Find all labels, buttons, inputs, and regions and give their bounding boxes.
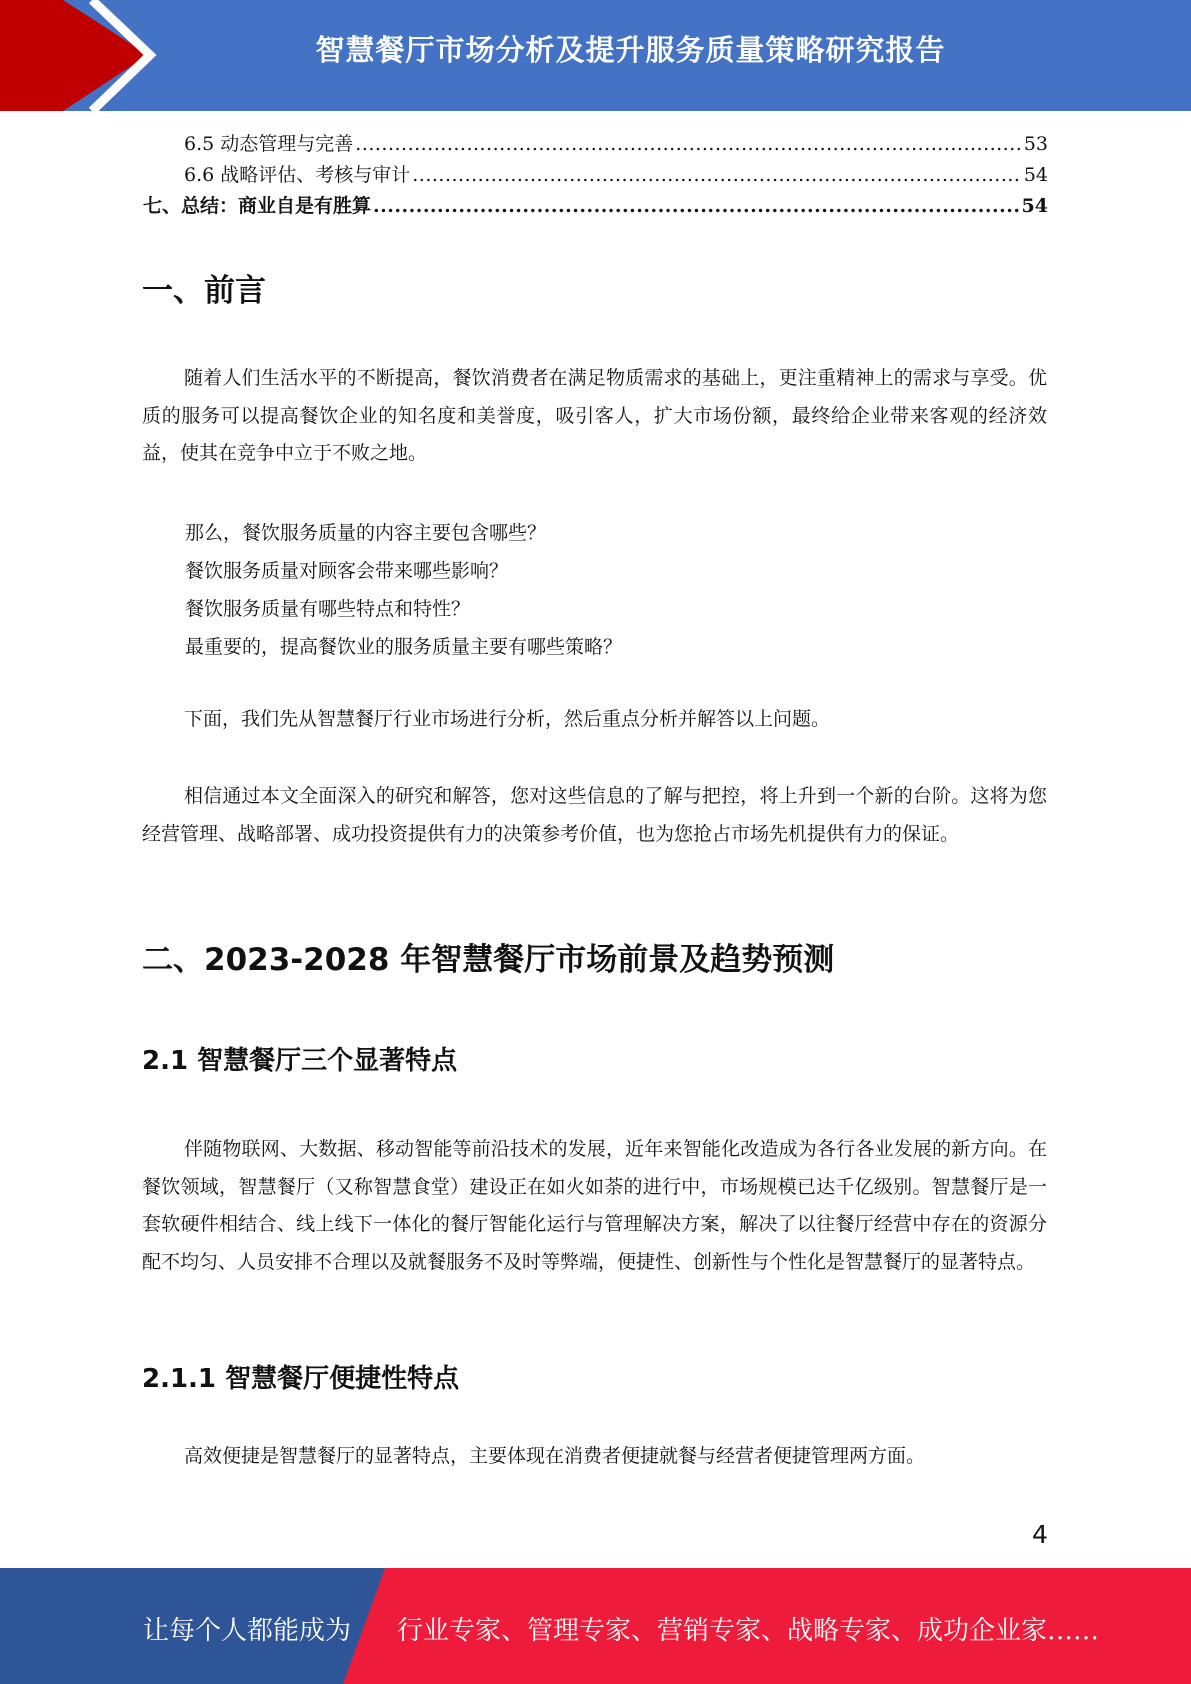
table-of-contents — [143, 129, 1048, 222]
page-number: 4 — [1032, 1520, 1048, 1549]
toc-item-page: 53 — [1023, 133, 1048, 155]
page-header — [0, 0, 1191, 111]
toc-item[interactable] — [143, 191, 1048, 222]
toc-item-label: 6.6 战略评估、考核与审计 — [184, 164, 411, 186]
section-heading-market-outlook: 二、2023-2028 年智慧餐厅市场前景及趋势预测 — [142, 942, 835, 978]
toc-item-page: 54 — [1023, 164, 1048, 186]
toc-dot-leader — [355, 133, 1022, 155]
toc-item-label: 6.5 动态管理与完善 — [184, 133, 354, 155]
paragraph: 随着人们生活水平的不断提高，餐饮消费者在满足物质需求的基础上，更注重精神上的需求与享受。优质的服务可以提高餐饮企业的知名度和美誉度，吸引客人，扩大市场份额，最终给企业带来客观的经济效益，使其在竞争中立于不败之地。 — [142, 367, 1047, 464]
paragraph: 下面，我们先从智慧餐厅行业市场进行分析，然后重点分析并解答以上问题。 — [184, 708, 831, 730]
subsection-heading-features: 2.1 智慧餐厅三个显著特点 — [142, 1046, 458, 1076]
header-title: 智慧餐厅市场分析及提升服务质量策略研究报告 — [315, 33, 946, 67]
list-item: 餐饮服务质量对顾客会带来哪些影响？ — [185, 560, 509, 582]
subsection-heading-convenience: 2.1.1 智慧餐厅便捷性特点 — [142, 1364, 460, 1394]
paragraph: 相信通过本文全面深入的研究和解答，您对这些信息的了解与把控，将上升到一个新的台阶。这将为您经营管理、战略部署、成功投资提供有力的决策参考价值，也为您抢占市场先机提供有力的保证。 — [142, 785, 1047, 845]
list-item: 那么，餐饮服务质量的内容主要包含哪些？ — [185, 522, 547, 544]
toc-item-label: 七、总结：商业自是有胜算 — [143, 195, 372, 217]
toc-dot-leader — [412, 164, 1022, 186]
toc-item[interactable] — [143, 160, 1048, 191]
toc-dot-leader — [373, 195, 1020, 217]
list-item: 最重要的，提高餐饮业的服务质量主要有哪些策略？ — [185, 636, 623, 658]
list-item: 餐饮服务质量有哪些特点和特性？ — [185, 598, 471, 620]
toc-item[interactable] — [143, 129, 1048, 160]
footer-slogan-right: 行业专家、管理专家、营销专家、战略专家、成功企业家…… — [397, 1616, 1100, 1646]
page-footer — [0, 1568, 1191, 1684]
paragraph: 伴随物联网、大数据、移动智能等前沿技术的发展，近年来智能化改造成为各行各业发展的新方向。在餐饮领域，智慧餐厅（又称智慧食堂）建设正在如火如荼的进行中，市场规模已达千亿级别。智慧餐厅是一套软硬件相结合、线上线下一体化的餐厅智能化运行与管理解决方案，解决了以往餐厅经营中存在的资源分配不均匀、人员安排不合理以及就餐服务不及时等弊端，便捷性、创新性与个性化是智慧餐厅的显著特点。 — [142, 1138, 1047, 1273]
footer-slogan-left: 让每个人都能成为 — [143, 1616, 352, 1646]
section-heading-preface: 一、前言 — [142, 273, 266, 309]
question-list — [185, 514, 622, 666]
paragraph: 高效便捷是智慧餐厅的显著特点，主要体现在消费者便捷就餐与经营者便捷管理两方面。 — [184, 1445, 926, 1467]
toc-item-page: 54 — [1021, 195, 1048, 217]
header-red-chevron — [0, 0, 148, 111]
